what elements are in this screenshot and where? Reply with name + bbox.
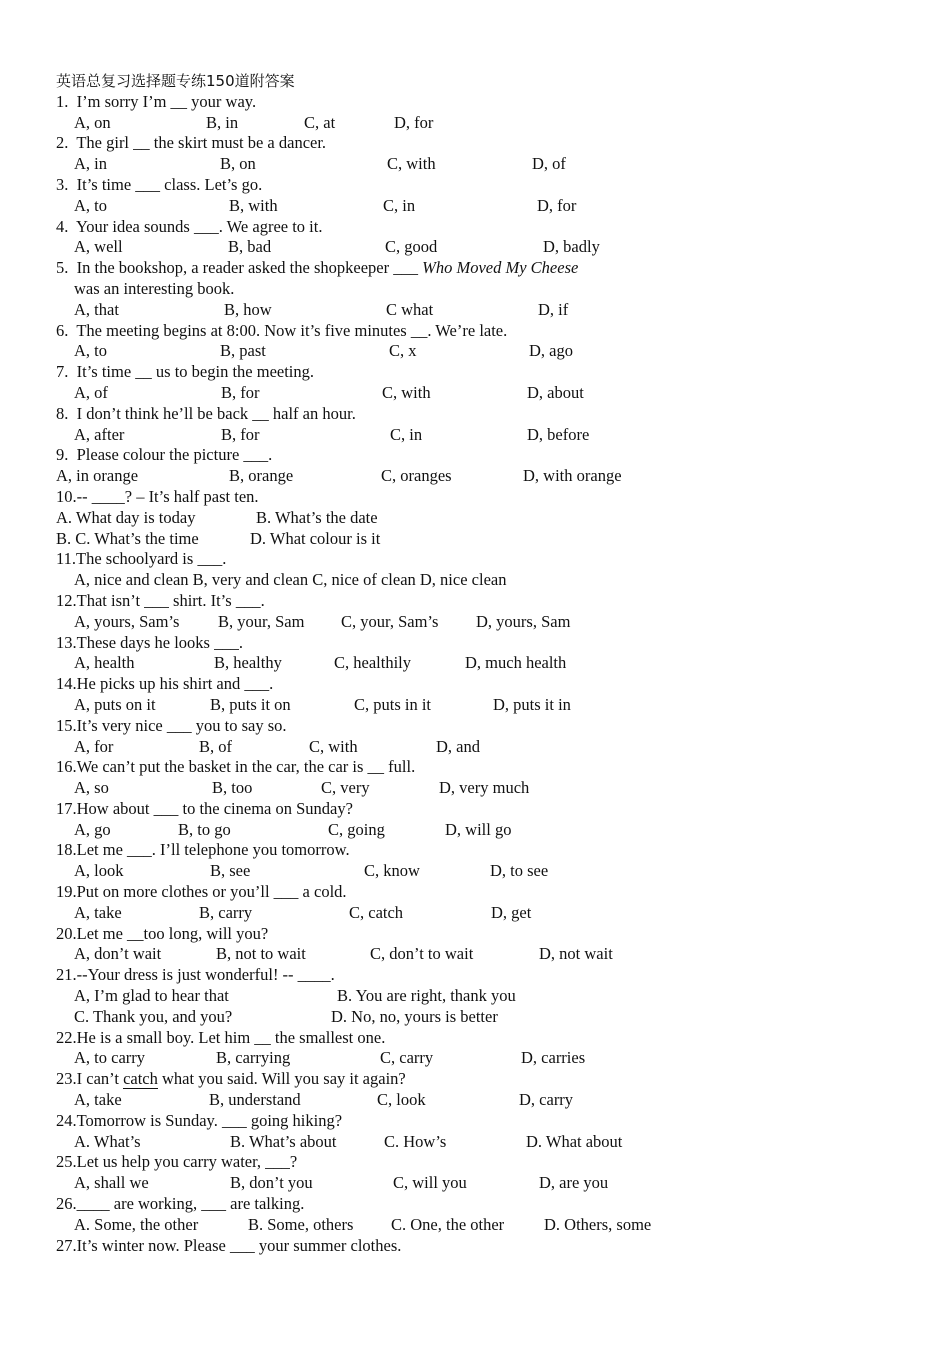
option-a: A, I’m glad to hear that bbox=[74, 986, 229, 1006]
option-a: A, to bbox=[74, 195, 107, 215]
question-17-options bbox=[56, 820, 916, 841]
option-d: D. Others, some bbox=[544, 1214, 652, 1234]
option-a: A, don’t wait bbox=[74, 944, 162, 964]
option-c: C, with bbox=[382, 382, 431, 402]
option-b: B, of bbox=[199, 736, 232, 756]
option-a: A, yours, Sam’s bbox=[74, 611, 180, 631]
option-b: B, carrying bbox=[216, 1048, 291, 1068]
option-c: C, carry bbox=[380, 1048, 434, 1068]
option-c: C, will you bbox=[393, 1173, 467, 1193]
option-a: A, health bbox=[74, 653, 135, 673]
question-15: 15.It’s very nice ___ you to say so. bbox=[56, 715, 287, 735]
option-b: B, carry bbox=[199, 902, 253, 922]
question-26-options bbox=[56, 1215, 916, 1236]
option-c: C, in bbox=[390, 424, 423, 444]
option-a: A, to bbox=[74, 341, 107, 361]
question-5-stem: 5. In the bookshop, a reader asked the shopkeeper ___ bbox=[56, 258, 423, 278]
option-c: C, very bbox=[321, 778, 370, 798]
option-d: D. No, no, yours is better bbox=[331, 1006, 498, 1026]
question-11: 11.The schoolyard is ___. bbox=[56, 549, 227, 569]
option-a: A, to carry bbox=[74, 1048, 146, 1068]
option-c: C, healthily bbox=[334, 653, 411, 673]
question-10-options-line2 bbox=[56, 529, 916, 550]
option-d: D, puts it in bbox=[493, 694, 571, 714]
option-a: A, that bbox=[74, 299, 119, 319]
question-5-options bbox=[56, 300, 916, 321]
option-d: D, with orange bbox=[523, 466, 622, 486]
option-d: D, yours, Sam bbox=[476, 611, 571, 631]
option-d: D, if bbox=[538, 299, 569, 319]
question-19-options bbox=[56, 903, 916, 924]
question-25-options bbox=[56, 1173, 916, 1194]
question-23-stem-start: 23.I can’t bbox=[56, 1069, 124, 1089]
option-a: A, go bbox=[74, 819, 111, 839]
question-23-options bbox=[56, 1090, 916, 1111]
question-6-options bbox=[56, 341, 916, 362]
option-d: D, will go bbox=[445, 819, 512, 839]
question-19: 19.Put on more clothes or you’ll ___ a cold. bbox=[56, 882, 347, 902]
book-title: Who Moved My Cheese bbox=[422, 258, 579, 278]
option-d: D, for bbox=[394, 112, 434, 132]
option-d: D, ago bbox=[529, 341, 573, 361]
option-b: B. What’s the date bbox=[256, 507, 378, 527]
option-b: B, for bbox=[221, 424, 260, 444]
option-c: B. C. What’s the time bbox=[56, 528, 199, 548]
option-d: D, much health bbox=[465, 653, 567, 673]
option-c: C what bbox=[386, 299, 434, 319]
option-b: B, how bbox=[224, 299, 272, 319]
question-13-options bbox=[56, 653, 916, 674]
option-b: B, past bbox=[220, 341, 266, 361]
question-2-options bbox=[56, 154, 916, 175]
question-26: 26.____ are working, ___ are talking. bbox=[56, 1194, 305, 1214]
option-a: A, on bbox=[74, 112, 111, 132]
question-21: 21.--Your dress is just wonderful! -- ____. bbox=[56, 965, 335, 985]
option-d: D, about bbox=[527, 382, 584, 402]
option-d: D, before bbox=[527, 424, 590, 444]
question-2: 2. The girl __ the skirt must be a dancer. bbox=[56, 133, 327, 153]
option-b: B, your, Sam bbox=[218, 611, 305, 631]
question-24-options bbox=[56, 1132, 916, 1153]
option-b: B, for bbox=[221, 382, 260, 402]
option-b: B. Some, others bbox=[248, 1214, 354, 1234]
question-9: 9. Please colour the picture ___. bbox=[56, 445, 273, 465]
option-c: C, know bbox=[364, 861, 420, 881]
question-25: 25.Let us help you carry water, ___? bbox=[56, 1152, 298, 1172]
document-content bbox=[56, 71, 916, 1256]
option-d: D, of bbox=[532, 154, 566, 174]
question-23-stem-end: what you said. Will you say it again? bbox=[157, 1069, 406, 1089]
question-8-options bbox=[56, 425, 916, 446]
question-21-options-line2 bbox=[56, 1007, 916, 1028]
question-4-options bbox=[56, 237, 916, 258]
option-b: B, not to wait bbox=[216, 944, 306, 964]
option-c: C. One, the other bbox=[391, 1214, 505, 1234]
option-d: D, to see bbox=[490, 861, 549, 881]
question-18-options bbox=[56, 861, 916, 882]
option-b: B, healthy bbox=[214, 653, 282, 673]
question-10-options-line1 bbox=[56, 508, 916, 529]
option-b: B, don’t you bbox=[230, 1173, 313, 1193]
option-c: C, with bbox=[387, 154, 436, 174]
option-d: D, and bbox=[436, 736, 480, 756]
question-5 bbox=[56, 258, 916, 279]
option-a: A, take bbox=[74, 902, 122, 922]
question-5-continuation: was an interesting book. bbox=[74, 278, 235, 298]
question-3-options bbox=[56, 196, 916, 217]
question-16: 16.We can’t put the basket in the car, the car is __ full. bbox=[56, 757, 416, 777]
option-b: B, in bbox=[206, 112, 239, 132]
option-b: B. You are right, thank you bbox=[337, 986, 516, 1006]
option-c: C, good bbox=[385, 237, 438, 257]
question-16-options bbox=[56, 778, 916, 799]
question-12: 12.That isn’t ___ shirt. It’s ___. bbox=[56, 590, 265, 610]
option-b: B, too bbox=[212, 778, 253, 798]
question-9-options bbox=[56, 466, 916, 487]
question-21-options-line1 bbox=[56, 986, 916, 1007]
option-a: A, of bbox=[74, 382, 108, 402]
option-d: D. What colour is it bbox=[250, 528, 381, 548]
underlined-word: catch bbox=[123, 1069, 158, 1089]
option-b: B, puts it on bbox=[210, 694, 291, 714]
option-c: C. Thank you, and you? bbox=[74, 1006, 233, 1026]
question-22-options bbox=[56, 1048, 916, 1069]
option-b: B, bad bbox=[228, 237, 272, 257]
option-d: D, get bbox=[491, 902, 532, 922]
option-d: D, not wait bbox=[539, 944, 613, 964]
option-c: C, x bbox=[389, 341, 417, 361]
option-a: A. Some, the other bbox=[74, 1214, 199, 1234]
option-a: A, take bbox=[74, 1090, 122, 1110]
option-c: C, puts in it bbox=[354, 694, 432, 714]
option-d: D, very much bbox=[439, 778, 530, 798]
question-20: 20.Let me __too long, will you? bbox=[56, 923, 269, 943]
option-b: B. What’s about bbox=[230, 1131, 337, 1151]
option-a: A, in orange bbox=[56, 466, 139, 486]
option-c: C, with bbox=[309, 736, 358, 756]
question-22: 22.He is a small boy. Let him __ the smallest one. bbox=[56, 1027, 386, 1047]
option-b: B, on bbox=[220, 154, 256, 174]
option-c: C, catch bbox=[349, 902, 404, 922]
question-23 bbox=[56, 1069, 916, 1090]
question-7: 7. It’s time __ us to begin the meeting. bbox=[56, 362, 315, 382]
option-b: B, to go bbox=[178, 819, 231, 839]
question-27: 27.It’s winter now. Please ___ your summer clothes. bbox=[56, 1235, 402, 1255]
option-b: B, orange bbox=[229, 466, 294, 486]
question-20-options bbox=[56, 944, 916, 965]
question-6: 6. The meeting begins at 8:00. Now it’s five minutes __. We’re late. bbox=[56, 320, 508, 340]
option-b: B, see bbox=[210, 861, 251, 881]
option-d: D. What about bbox=[526, 1131, 623, 1151]
question-14-options bbox=[56, 695, 916, 716]
question-1: 1. I’m sorry I’m __ your way. bbox=[56, 91, 257, 111]
question-13: 13.These days he looks ___. bbox=[56, 632, 243, 652]
option-a: A, well bbox=[74, 237, 123, 257]
question-15-options bbox=[56, 737, 916, 758]
option-d: D, carries bbox=[521, 1048, 586, 1068]
option-a: A, puts on it bbox=[74, 694, 156, 714]
option-d: D, carry bbox=[519, 1090, 574, 1110]
option-c: C, going bbox=[328, 819, 385, 839]
option-a: A, so bbox=[74, 778, 109, 798]
option-a: A, for bbox=[74, 736, 114, 756]
option-a: A, look bbox=[74, 861, 124, 881]
option-c: C, look bbox=[377, 1090, 426, 1110]
question-7-options bbox=[56, 383, 916, 404]
question-10: 10.-- ____? – It’s half past ten. bbox=[56, 486, 259, 506]
option-d: D, for bbox=[537, 195, 577, 215]
option-d: D, badly bbox=[543, 237, 600, 257]
option-a: A. What’s bbox=[74, 1131, 141, 1151]
question-11-options: A, nice and clean B, very and clean C, nice of clean D, nice clean bbox=[74, 570, 507, 590]
option-d: D, are you bbox=[539, 1173, 609, 1193]
option-c: C. How’s bbox=[384, 1131, 447, 1151]
option-c: C, don’t to wait bbox=[370, 944, 474, 964]
option-c: C, your, Sam’s bbox=[341, 611, 439, 631]
question-24: 24.Tomorrow is Sunday. ___ going hiking? bbox=[56, 1110, 343, 1130]
option-a: A. What day is today bbox=[56, 507, 196, 527]
question-4: 4. Your idea sounds ___. We agree to it. bbox=[56, 216, 323, 236]
option-a: A, shall we bbox=[74, 1173, 149, 1193]
question-3: 3. It’s time ___ class. Let’s go. bbox=[56, 174, 263, 194]
question-14: 14.He picks up his shirt and ___. bbox=[56, 674, 274, 694]
option-c: C, oranges bbox=[381, 466, 452, 486]
option-a: A, after bbox=[74, 424, 125, 444]
option-b: B, understand bbox=[209, 1090, 301, 1110]
question-18: 18.Let me ___. I’ll telephone you tomorrow. bbox=[56, 840, 350, 860]
question-8: 8. I don’t think he’ll be back __ half an hour. bbox=[56, 403, 356, 423]
option-b: B, with bbox=[229, 195, 278, 215]
question-17: 17.How about ___ to the cinema on Sunday? bbox=[56, 798, 353, 818]
option-c: C, at bbox=[304, 112, 336, 132]
option-a: A, in bbox=[74, 154, 107, 174]
question-1-options bbox=[56, 113, 916, 134]
document-title: 英语总复习选择题专练150道附答案 bbox=[56, 72, 295, 90]
option-c: C, in bbox=[383, 195, 416, 215]
question-12-options bbox=[56, 612, 916, 633]
